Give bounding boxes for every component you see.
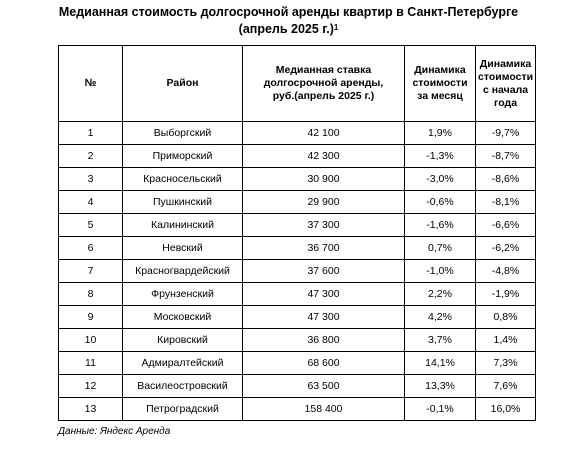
cell-ytd-change: 1,4% <box>476 329 536 352</box>
cell-rate: 158 400 <box>243 398 405 421</box>
cell-month-change: -1,6% <box>405 214 476 237</box>
cell-district: Приморский <box>123 145 243 168</box>
cell-district: Московский <box>123 306 243 329</box>
cell-district: Красносельский <box>123 168 243 191</box>
cell-district: Фрунзенский <box>123 283 243 306</box>
cell-district: Петроградский <box>123 398 243 421</box>
cell-month-change: 0,7% <box>405 237 476 260</box>
table-row <box>59 352 536 375</box>
cell-rate: 36 700 <box>243 237 405 260</box>
header-month-change: Динамика стоимости за месяц <box>405 46 476 122</box>
cell-ytd-change: -4,8% <box>476 260 536 283</box>
cell-district: Василеостровский <box>123 375 243 398</box>
table-row <box>59 398 536 421</box>
table-row <box>59 237 536 260</box>
cell-ytd-change: 7,6% <box>476 375 536 398</box>
table-row <box>59 191 536 214</box>
table-row <box>59 306 536 329</box>
table-row <box>59 329 536 352</box>
source-note: Данные: Яндекс Аренда <box>58 426 171 437</box>
cell-number: 3 <box>59 168 123 191</box>
cell-district: Невский <box>123 237 243 260</box>
cell-ytd-change: -8,7% <box>476 145 536 168</box>
table-header-row <box>59 46 536 122</box>
cell-ytd-change: 0,8% <box>476 306 536 329</box>
cell-month-change: 4,2% <box>405 306 476 329</box>
cell-ytd-change: -1,9% <box>476 283 536 306</box>
header-district: Район <box>123 46 243 122</box>
cell-number: 6 <box>59 237 123 260</box>
cell-month-change: -0,1% <box>405 398 476 421</box>
cell-district: Адмиралтейский <box>123 352 243 375</box>
title-line-2 <box>0 21 577 38</box>
cell-month-change: 13,3% <box>405 375 476 398</box>
cell-month-change: -0,6% <box>405 191 476 214</box>
cell-month-change: 14,1% <box>405 352 476 375</box>
cell-month-change: -1,3% <box>405 145 476 168</box>
cell-ytd-change: -8,6% <box>476 168 536 191</box>
header-number: № <box>59 46 123 122</box>
cell-number: 8 <box>59 283 123 306</box>
cell-month-change: -1,0% <box>405 260 476 283</box>
cell-number: 1 <box>59 122 123 145</box>
header-ytd-change: Динамика стоимости с начала года <box>476 46 536 122</box>
rent-table <box>58 45 536 421</box>
cell-rate: 47 300 <box>243 283 405 306</box>
table-row <box>59 283 536 306</box>
table-row <box>59 122 536 145</box>
cell-district: Красногвардейский <box>123 260 243 283</box>
table-row <box>59 168 536 191</box>
cell-number: 10 <box>59 329 123 352</box>
cell-number: 5 <box>59 214 123 237</box>
cell-number: 4 <box>59 191 123 214</box>
cell-month-change: 3,7% <box>405 329 476 352</box>
cell-district: Выборгский <box>123 122 243 145</box>
cell-rate: 42 100 <box>243 122 405 145</box>
cell-ytd-change: -6,6% <box>476 214 536 237</box>
cell-ytd-change: -8,1% <box>476 191 536 214</box>
cell-district: Пушкинский <box>123 191 243 214</box>
cell-rate: 63 500 <box>243 375 405 398</box>
cell-ytd-change: -9,7% <box>476 122 536 145</box>
cell-ytd-change: 16,0% <box>476 398 536 421</box>
table-row <box>59 145 536 168</box>
cell-number: 11 <box>59 352 123 375</box>
cell-month-change: 2,2% <box>405 283 476 306</box>
cell-rate: 29 900 <box>243 191 405 214</box>
table-row <box>59 375 536 398</box>
cell-number: 7 <box>59 260 123 283</box>
cell-district: Кировский <box>123 329 243 352</box>
cell-rate: 37 600 <box>243 260 405 283</box>
cell-number: 2 <box>59 145 123 168</box>
cell-ytd-change: 7,3% <box>476 352 536 375</box>
table-row <box>59 260 536 283</box>
cell-district: Калининский <box>123 214 243 237</box>
cell-rate: 42 300 <box>243 145 405 168</box>
cell-rate: 36 800 <box>243 329 405 352</box>
cell-number: 9 <box>59 306 123 329</box>
cell-number: 12 <box>59 375 123 398</box>
cell-number: 13 <box>59 398 123 421</box>
table-row <box>59 214 536 237</box>
cell-rate: 30 900 <box>243 168 405 191</box>
cell-rate: 37 300 <box>243 214 405 237</box>
cell-month-change: 1,9% <box>405 122 476 145</box>
header-median-rate: Медианная ставка долгосрочной аренды, руб.(апрель 2025 г.) <box>243 46 405 122</box>
cell-month-change: -3,0% <box>405 168 476 191</box>
cell-rate: 47 300 <box>243 306 405 329</box>
cell-rate: 68 600 <box>243 352 405 375</box>
title-date: (апрель 2025 г.) <box>238 22 334 36</box>
cell-ytd-change: -6,2% <box>476 237 536 260</box>
footnote-mark: 1 <box>333 23 339 32</box>
title-line-1: Медианная стоимость долгосрочной аренды квартир в Санкт-Петербурге <box>58 5 519 19</box>
document-title <box>0 4 577 38</box>
